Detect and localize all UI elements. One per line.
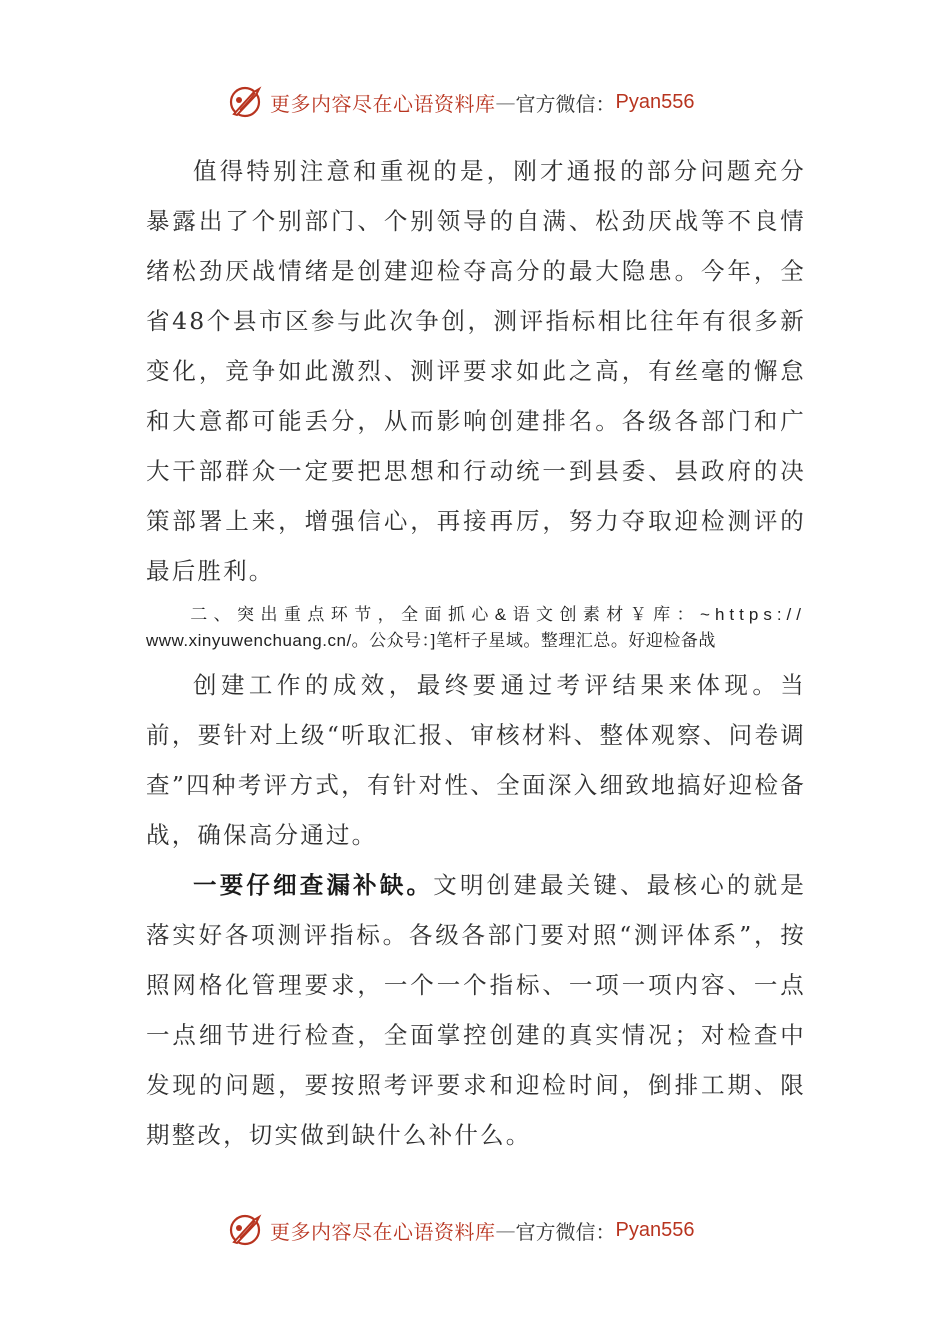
document-body	[146, 146, 806, 1160]
header-wechat-id: Pyan556	[615, 90, 695, 113]
pen-logo-icon	[228, 84, 264, 120]
footer-wechat-id: Pyan556	[615, 1218, 695, 1241]
section-heading-2	[146, 602, 806, 654]
paragraph-2: 创建工作的成效，最终要通过考评结果来体现。当前，要针对上级“听取汇报、审核材料、整体观察、问卷调查”四种考评方式，有针对性、全面深入细致地搞好迎检备战，确保高分通过。	[146, 671, 806, 849]
pen-logo-icon	[228, 1212, 264, 1248]
section-heading-line-2: www.xinyuwenchuang.cn/。公众号：]笔杆子星域。整理汇总。好迎检备战	[146, 631, 716, 650]
section-heading-line-1: 二、突出重点环节，全面抓心&语文创素材￥库：~https://	[190, 605, 806, 624]
paragraph-3	[146, 860, 806, 1160]
footer-banner	[228, 1210, 748, 1250]
footer-wechat-label: 官方微信：	[515, 1219, 616, 1244]
footer-separator: —	[495, 1218, 516, 1242]
header-site-text: 更多内容尽在心语资料库	[270, 91, 496, 116]
header-separator: —	[495, 90, 516, 114]
footer-site-text: 更多内容尽在心语资料库	[270, 1219, 496, 1244]
header-wechat-label: 官方微信：	[515, 91, 616, 116]
paragraph-3-lead: 一要仔细查漏补缺。	[193, 871, 434, 899]
header-banner	[228, 82, 748, 122]
paragraph-3-text: 文明创建最关键、最核心的就是落实好各项测评指标。各级各部门要对照“测评体系”，按照网格化管理要求，一个一个指标、一项一项内容、一点一点细节进行检查，全面掌控创建的真实情况；对检查中发现的问题，要按照考评要求和迎检时间，倒排工期、限期整改，切实做到缺什么补什么。	[146, 871, 806, 1149]
paragraph-1: 值得特别注意和重视的是，刚才通报的部分问题充分暴露出了个别部门、个别领导的自满、松劲厌战等不良情绪松劲厌战情绪是创建迎检夺高分的最大隐患。今年，全省48个县市区参与此次争创，测评指标相比往年有很多新变化，竞争如此激烈、测评要求如此之高，有丝毫的懈怠和大意都可能丢分，从而影响创建排名。各级各部门和广大干部群众一定要把思想和行动统一到县委、县政府的决策部署上来，增强信心，再接再厉，努力夺取迎检测评的最后胜利。	[146, 157, 806, 585]
